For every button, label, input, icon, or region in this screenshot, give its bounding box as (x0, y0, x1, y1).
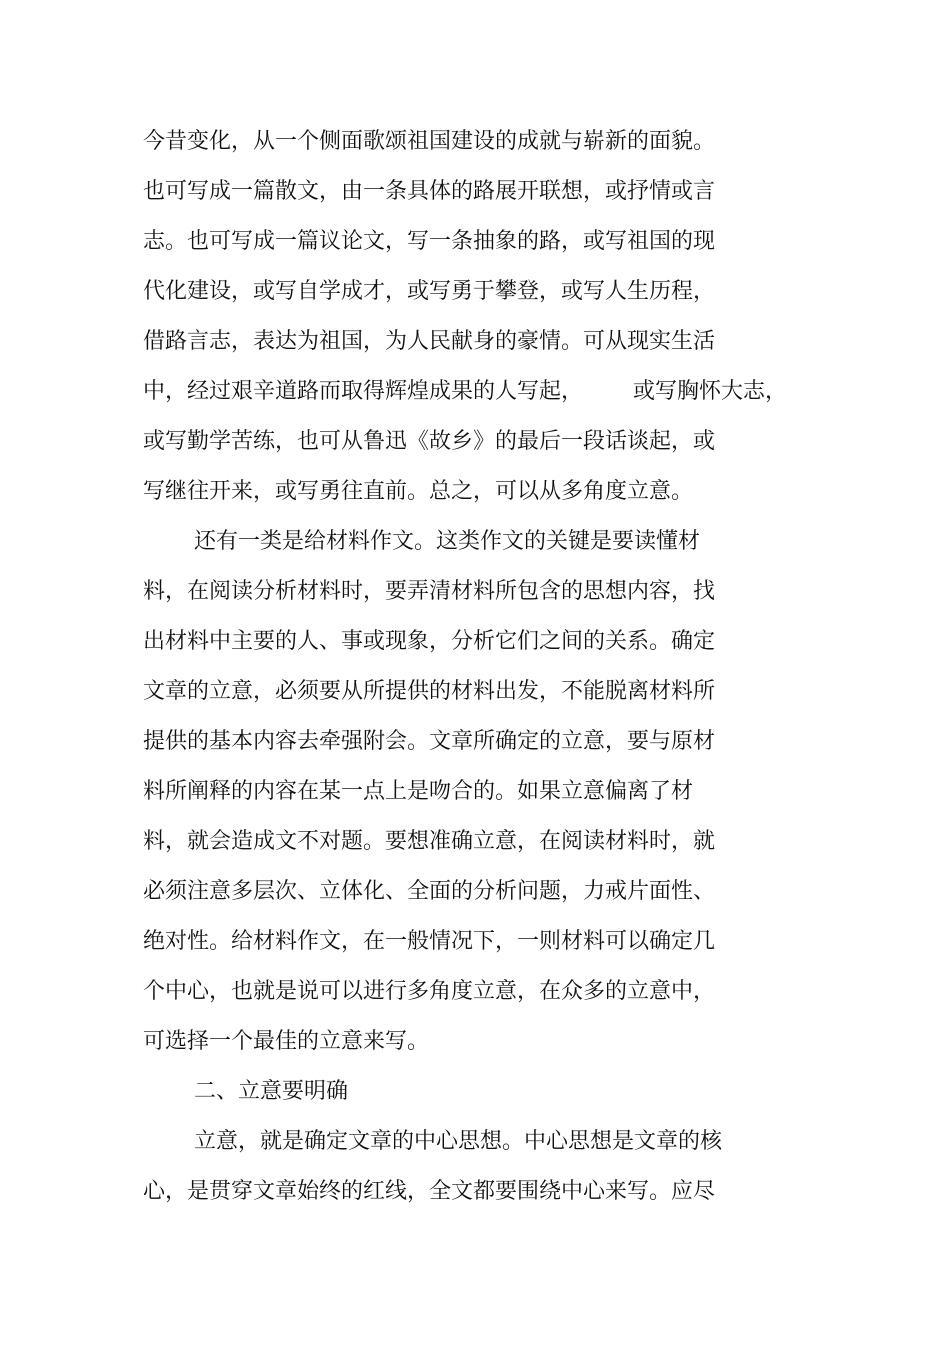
text-line: 或写勤学苦练，也可从鲁迅《故乡》的最后一段话谈起，或 (143, 429, 716, 454)
text-line: 绝对性。给材料作文，在一般情况下，一则材料可以确定几 (143, 929, 716, 954)
text-fragment: 或写胸怀大志， (633, 379, 788, 404)
text-line: 料，就会造成文不对题。要想准确立意，在阅读材料时，就 (143, 829, 716, 854)
text-line: 今昔变化，从一个侧面歌颂祖国建设的成就与崭新的面貌。 (143, 129, 716, 154)
text-line: 心，是贯穿文章始终的红线，全文都要围绕中心来写。应尽 (143, 1179, 716, 1204)
text-line: 可选择一个最佳的立意来写。 (143, 1029, 430, 1054)
text-line: 料所阐释的内容在某一点上是吻合的。如果立意偏离了材 (143, 779, 694, 804)
text-line-split (143, 377, 787, 407)
text-line: 写继往开来，或写勇往直前。总之，可以从多角度立意。 (143, 479, 694, 504)
text-line: 也可写成一篇散文，由一条具体的路展开联想，或抒情或言 (143, 179, 716, 204)
text-fragment: 中，经过艰辛道路而取得辉煌成果的人写起， (143, 379, 584, 404)
text-line: 必须注意多层次、立体化、全面的分析问题，力戒片面性、 (143, 879, 716, 904)
text-line: 借路言志，表达为祖国，为人民献身的豪情。可从现实生活 (143, 329, 716, 354)
section-heading: 二、立意要明确 (194, 1079, 349, 1104)
paragraph-start: 还有一类是给材料作文。这类作文的关键是要读懂材 (194, 529, 701, 554)
text-line: 代化建设，或写自学成才，或写勇于攀登，或写人生历程， (143, 279, 716, 304)
text-line: 出材料中主要的人、事或现象，分析它们之间的关系。确定 (143, 629, 716, 654)
text-line: 料，在阅读分析材料时，要弄清材料所包含的思想内容，找 (143, 579, 716, 604)
text-line: 志。也可写成一篇议论文，写一条抽象的路，或写祖国的现 (143, 229, 716, 254)
text-line: 文章的立意，必须要从所提供的材料出发，不能脱离材料所 (143, 679, 716, 704)
text-line: 提供的基本内容去牵强附会。文章所确定的立意，要与原材 (143, 729, 716, 754)
paragraph-start: 立意，就是确定文章的中心思想。中心思想是文章的核 (194, 1129, 723, 1154)
text-line: 个中心，也就是说可以进行多角度立意，在众多的立意中， (143, 979, 716, 1004)
